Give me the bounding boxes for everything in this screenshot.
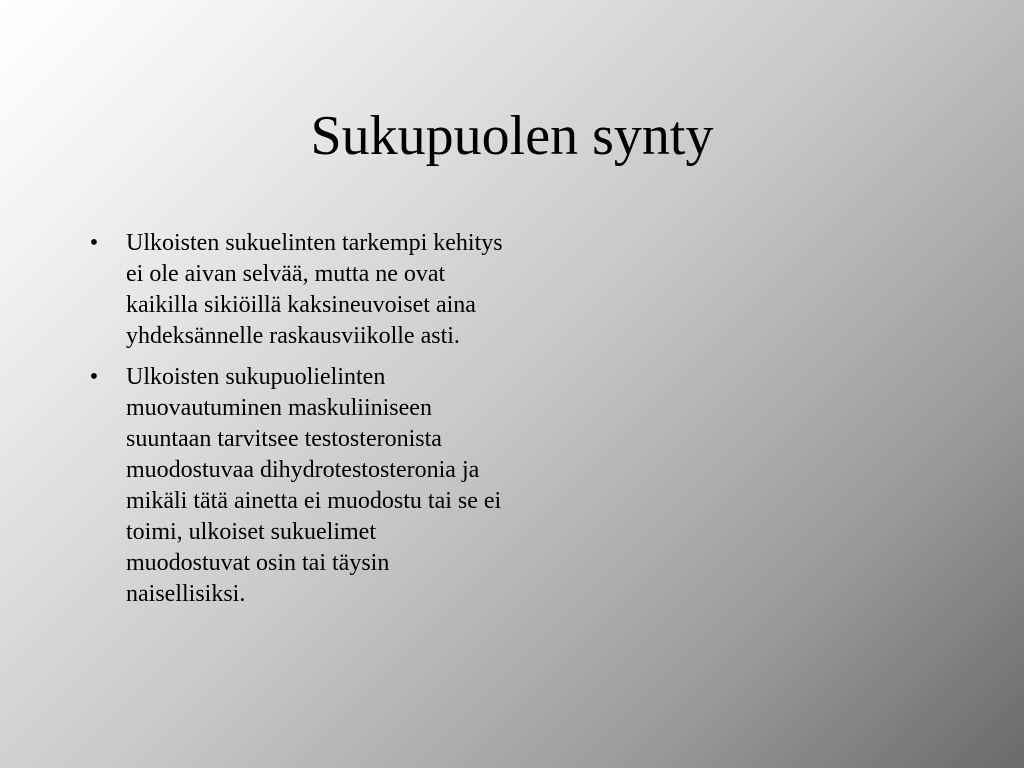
bullet-list (84, 228, 504, 620)
bullet-text: Ulkoisten sukupuolielinten muovautuminen maskuliiniseen suuntaan tarvitsee testosteronista muodostuvaa dihydrotestosteronia ja mikäli tätä ainetta ei muodostu tai se ei toimi, ulkoiset sukuelimet muodostuvat osin tai täysin naisellisiksi. (126, 364, 502, 607)
bullet-item (84, 362, 504, 610)
slide-title: Sukupuolen synty (310, 105, 714, 167)
bullet-marker: • (89, 364, 99, 390)
bullet-item (84, 228, 504, 352)
bullet-text: Ulkoisten sukuelinten tarkempi kehitys ei ole aivan selvää, mutta ne ovat kaikilla sikiöillä kaksineuvoiset aina yhdeksännelle raskausviikolle asti. (126, 230, 503, 349)
bullet-marker: • (89, 230, 99, 256)
